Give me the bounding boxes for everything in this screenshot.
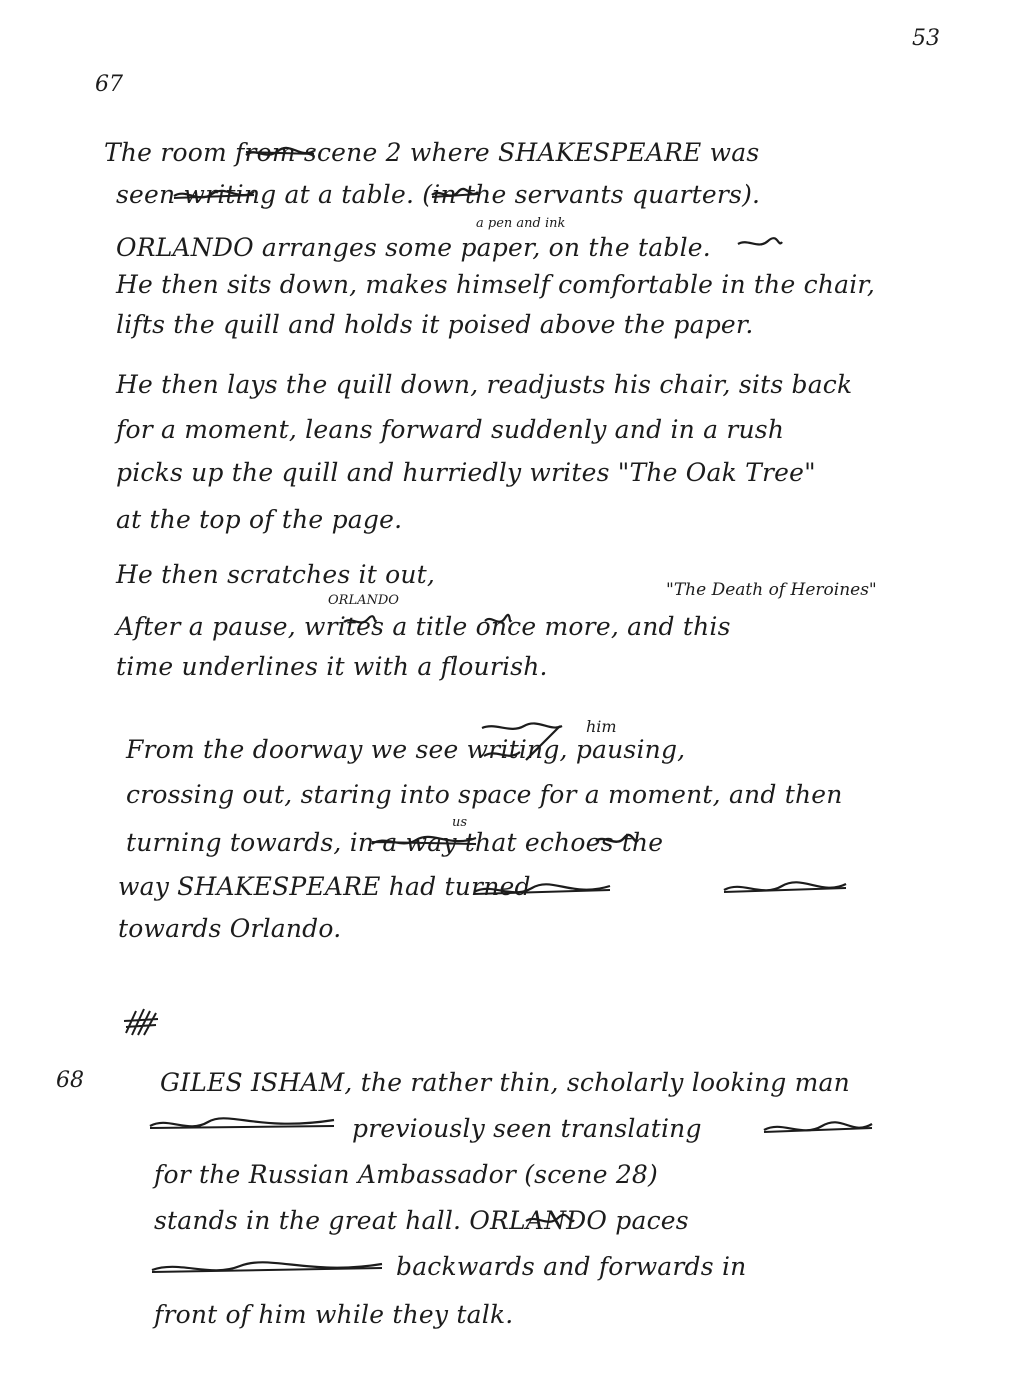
scene67-line-16: way SHAKESPEARE had turned bbox=[118, 872, 531, 901]
strikeout-scribble bbox=[342, 614, 378, 630]
scene67-line-1: The room from scene 2 where SHAKESPEARE was bbox=[104, 138, 760, 167]
strikeout-scribble bbox=[594, 832, 640, 850]
strikeout-scribble bbox=[172, 186, 256, 206]
scene68-line-3: for the Russian Ambassador (scene 28) bbox=[154, 1160, 658, 1189]
scribble-mark bbox=[122, 1005, 162, 1039]
scene67-line-14: crossing out, staring into space for a moment, and then bbox=[126, 780, 843, 809]
scene-number-68: 68 bbox=[56, 1068, 84, 1093]
scene67-line-12: time underlines it with a flourish. bbox=[116, 652, 548, 681]
insertion-death-of-heroines: "The Death of Heroines" bbox=[666, 580, 877, 600]
scene68-line-5: backwards and forwards in bbox=[396, 1252, 747, 1281]
scene67-line-11: After a pause, writes a title once more, and this bbox=[116, 612, 731, 641]
strikeout-scribble bbox=[148, 1114, 338, 1140]
scene67-line-4: He then sits down, makes himself comfortable in the chair, bbox=[116, 270, 875, 299]
strikeout-scribble bbox=[472, 880, 612, 904]
insertion-us: us bbox=[452, 815, 468, 830]
strikeout-scribble bbox=[722, 878, 848, 902]
scene68-line-4: stands in the great hall. ORLANDO paces bbox=[154, 1206, 689, 1235]
scene67-line-17: towards Orlando. bbox=[118, 914, 342, 943]
strikeout-scribble bbox=[150, 1258, 386, 1282]
strikeout-scribble bbox=[483, 612, 513, 630]
strikeout-scribble bbox=[762, 1118, 874, 1142]
strikeout-scribble bbox=[370, 832, 480, 854]
scene67-line-7: for a moment, leans forward suddenly and in a rush bbox=[116, 415, 785, 444]
scene67-line-15: turning towards, in a way that echoes the bbox=[126, 828, 664, 857]
scene68-line-2: previously seen translating bbox=[352, 1114, 702, 1143]
scene67-line-8: picks up the quill and hurriedly writes "The Oak Tree" bbox=[116, 458, 816, 487]
insertion-him: him bbox=[586, 717, 617, 736]
strikeout-scribble bbox=[480, 720, 564, 766]
scene-number-67: 67 bbox=[95, 72, 123, 97]
scene67-line-5: lifts the quill and holds it poised above the paper. bbox=[116, 310, 754, 339]
scene67-line-10: He then scratches it out, bbox=[116, 560, 436, 589]
scene68-line-6: front of him while they talk. bbox=[154, 1300, 514, 1329]
strikeout-scribble bbox=[244, 145, 316, 163]
scene67-line-2: seen writing at a table. (in the servants quarters). bbox=[116, 180, 761, 209]
scene67-line-3: ORLANDO arranges some paper, on the table. bbox=[116, 233, 711, 262]
strikeout-scribble bbox=[430, 186, 480, 204]
scene68-line-1: GILES ISHAM, the rather thin, scholarly looking man bbox=[160, 1068, 850, 1097]
insertion-orlando: ORLANDO bbox=[328, 593, 399, 608]
insertion-pen-and-ink: a pen and ink bbox=[476, 216, 566, 231]
page-number: 53 bbox=[912, 26, 940, 51]
strikeout-scribble bbox=[524, 1212, 576, 1230]
scene67-line-13: From the doorway we see writing, pausing, bbox=[126, 735, 686, 764]
scene67-line-6: He then lays the quill down, readjusts his chair, sits back bbox=[116, 370, 853, 399]
strikeout-scribble bbox=[736, 236, 784, 252]
scene67-line-9: at the top of the page. bbox=[116, 505, 403, 534]
